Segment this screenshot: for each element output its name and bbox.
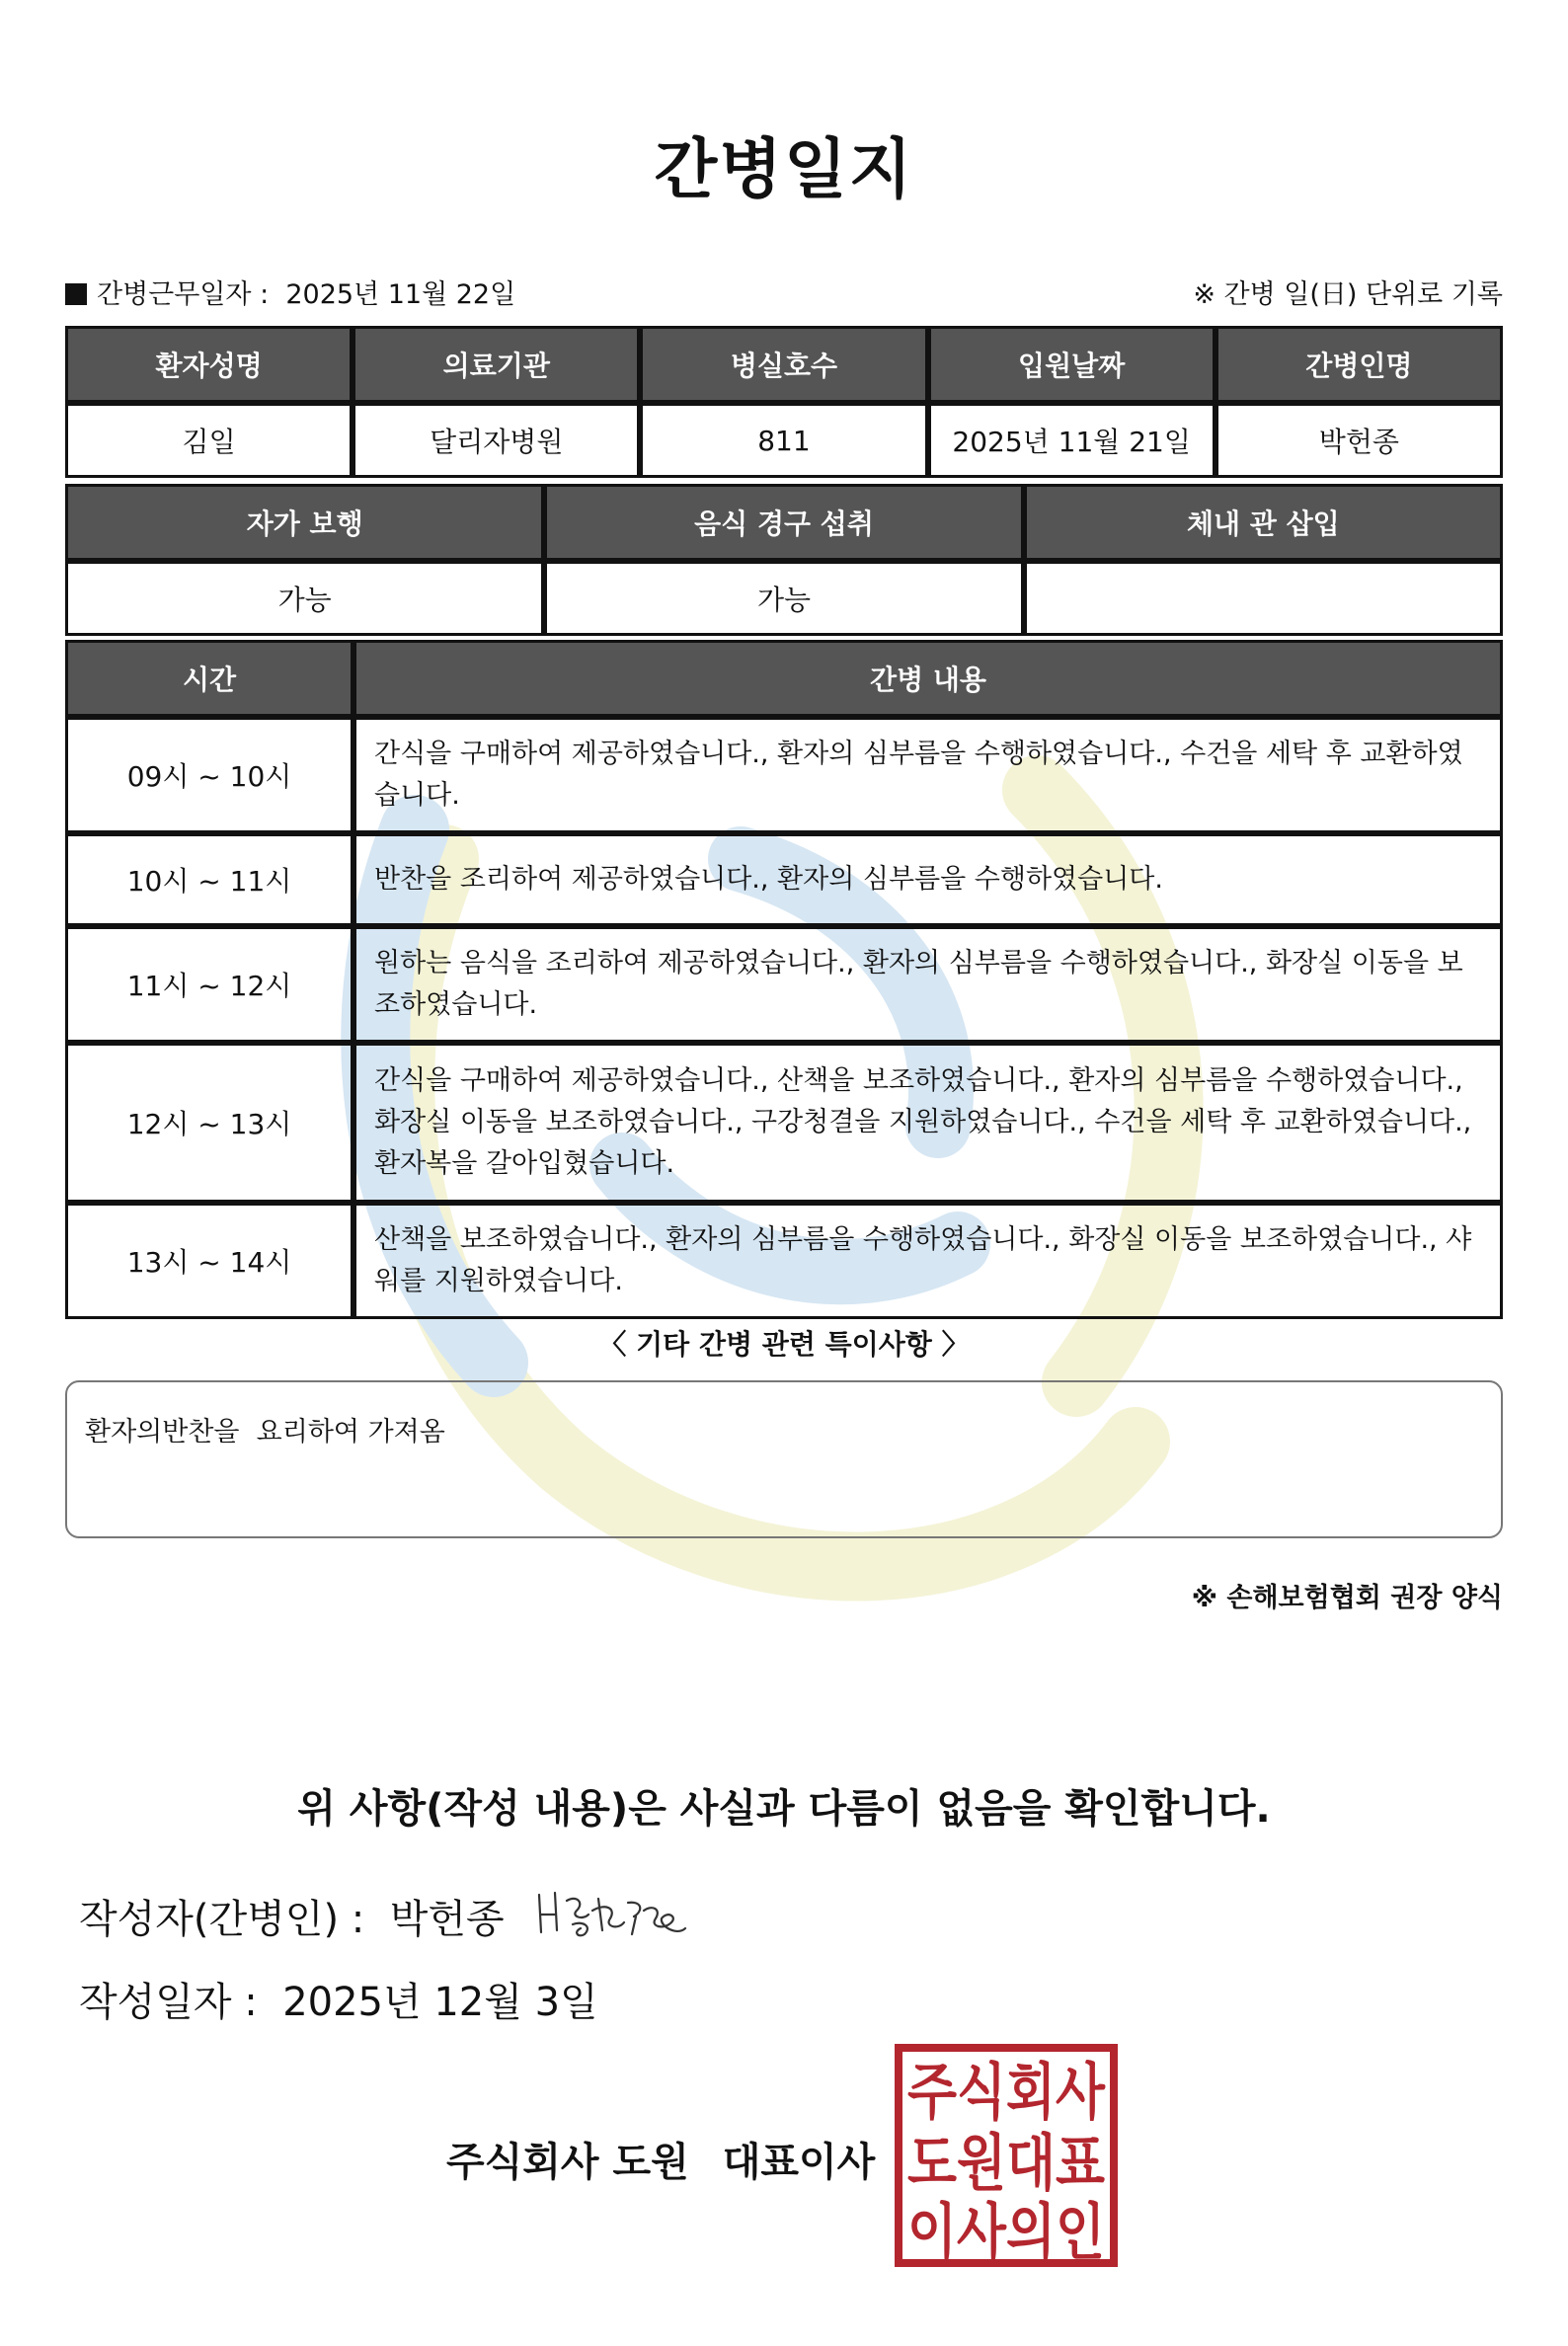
written-date-label: 작성일자 : (79, 1980, 258, 2025)
caregiver-name: 박헌종 (1215, 403, 1503, 478)
header-oral-intake: 음식 경구 섭취 (544, 484, 1023, 561)
svg-text:도원대표: 도원대표 (907, 2127, 1106, 2199)
handwritten-signature (533, 1881, 691, 1950)
notes-box (65, 1380, 1503, 1538)
header-tube-insertion: 체내 관 삽입 (1024, 484, 1503, 561)
form-source-note: ※ 손해보험협회 권장 양식 (1191, 1583, 1503, 1613)
confirmation-statement: 위 사항(작성 내용)은 사실과 다름이 없음을 확인합니다. (297, 1786, 1271, 1832)
table-row (65, 833, 1503, 926)
row-content: 산책을 보조하였습니다., 환자의 심부름을 수행하였습니다., 화장실 이동을 보조하였습니다., 샤워를 지원하였습니다. (353, 1203, 1503, 1319)
row-time: 10시 ~ 11시 (65, 833, 353, 926)
ceo-title: 대표이사 (722, 2140, 876, 2185)
oral-intake-value: 가능 (544, 561, 1023, 636)
table-row (65, 1203, 1503, 1319)
header-patient-name: 환자성명 (65, 326, 353, 403)
company-seal (895, 2044, 1118, 2267)
header-time: 시간 (65, 640, 353, 717)
row-time: 09시 ~ 10시 (65, 717, 353, 833)
header-room-number: 병실호수 (640, 326, 927, 403)
svg-text:이사의인: 이사의인 (907, 2196, 1105, 2268)
svg-text:주식회사: 주식회사 (907, 2056, 1106, 2128)
patient-info-table (65, 326, 1503, 478)
notes-text: 환자의반찬을 요리하여 가져옴 (85, 1417, 445, 1447)
work-date-label: 간병근무일자 : (97, 279, 270, 310)
writer-name: 박헌종 (389, 1897, 505, 1942)
row-time: 11시 ~ 12시 (65, 926, 353, 1043)
document-title: 간병일지 (654, 131, 914, 207)
written-date-value: 2025년 12월 3일 (282, 1980, 598, 2025)
admission-date: 2025년 11월 21일 (928, 403, 1215, 478)
writer-line (79, 1888, 505, 1944)
work-date-value: 2025년 11월 22일 (285, 279, 516, 310)
unit-note: ※ 간병 일(日) 단위로 기록 (1193, 279, 1503, 310)
header-admission-date: 입원날짜 (928, 326, 1215, 403)
notes-title: 〈 기타 간병 관련 특이사항 〉 (598, 1328, 970, 1361)
institution: 달리자병원 (353, 403, 640, 478)
row-content: 간식을 구매하여 제공하였습니다., 산책을 보조하였습니다., 환자의 심부름을 수행하였습니다., 화장실 이동을 보조하였습니다., 구강청결을 지원하였습니다., 수건을 세탁 후 교환하였습니다., 환자복을 갈아입혔습니다. (353, 1043, 1503, 1203)
header-self-walking: 자가 보행 (65, 484, 544, 561)
work-date-line (65, 273, 515, 311)
table-row (65, 1043, 1503, 1203)
row-content: 원하는 음식을 조리하여 제공하였습니다., 환자의 심부름을 수행하였습니다., 화장실 이동을 보조하였습니다. (353, 926, 1503, 1043)
row-content: 간식을 구매하여 제공하였습니다., 환자의 심부름을 수행하였습니다., 수건을 세탁 후 교환하였습니다. (353, 717, 1503, 833)
company-name: 주식회사 도원 (446, 2140, 689, 2185)
company-line (446, 2131, 875, 2187)
table-row (65, 926, 1503, 1043)
written-date-line (79, 1971, 598, 2027)
row-content: 반찬을 조리하여 제공하였습니다., 환자의 심부름을 수행하였습니다. (353, 833, 1503, 926)
care-log-table (65, 640, 1503, 1319)
room-number: 811 (640, 403, 927, 478)
tube-insertion-value (1024, 561, 1503, 636)
row-time: 13시 ~ 14시 (65, 1203, 353, 1319)
header-institution: 의료기관 (353, 326, 640, 403)
header-caregiver-name: 간병인명 (1215, 326, 1503, 403)
writer-label: 작성자(간병인) : (79, 1897, 365, 1942)
self-walking-value: 가능 (65, 561, 544, 636)
table-row (65, 717, 1503, 833)
header-care-content: 간병 내용 (353, 640, 1503, 717)
square-bullet-icon (65, 283, 87, 305)
row-time: 12시 ~ 13시 (65, 1043, 353, 1203)
patient-name: 김일 (65, 403, 353, 478)
status-table (65, 484, 1503, 636)
